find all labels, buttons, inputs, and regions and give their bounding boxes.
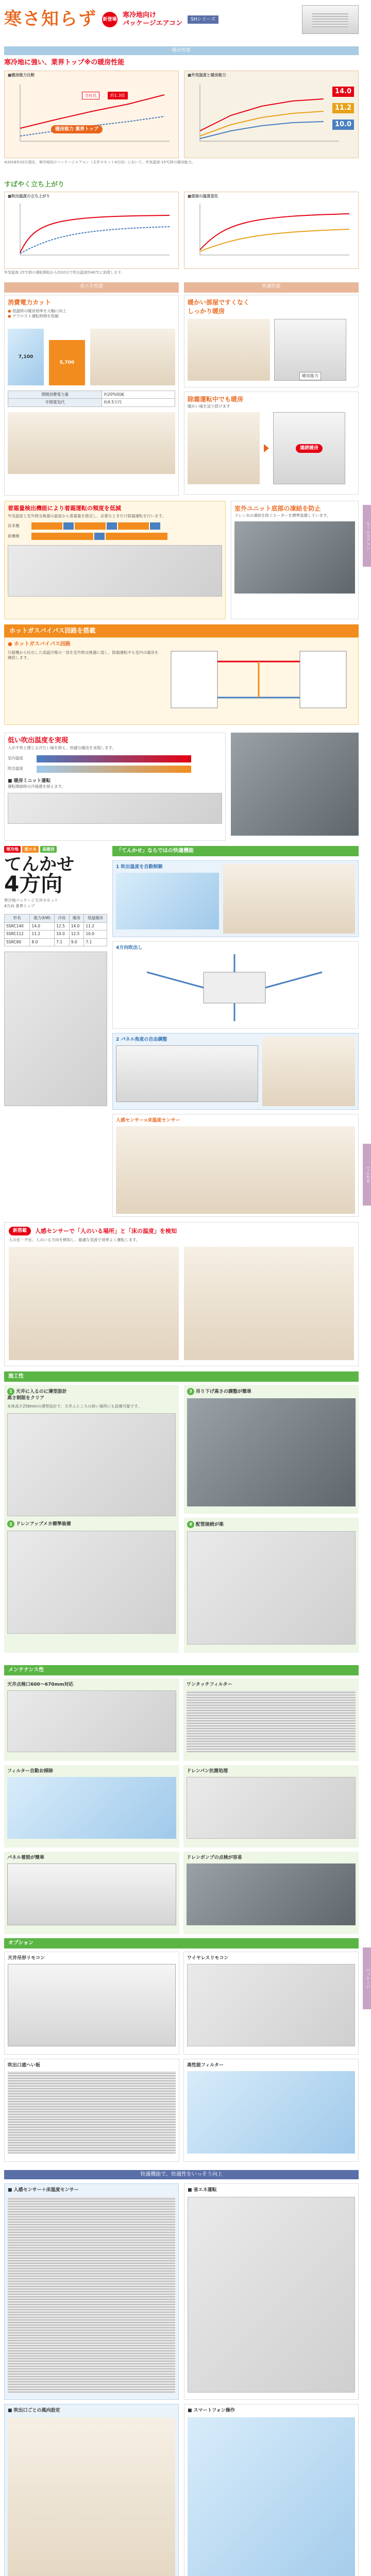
advanced-title: 快適機能で、快適性をいっそう向上 [4, 2170, 359, 2179]
reliability-title: 着霜量検出機能により着霜運転の頻度を低減 [8, 505, 121, 512]
feature-head-comfort: 快適性能 [184, 282, 359, 293]
new-badge: 新登場 [102, 12, 117, 27]
save-row1-label: 期間消費電力量 [8, 391, 102, 399]
reliability-label-old: 従来機 [8, 523, 20, 528]
sensor-callout: 新搭載 [9, 1227, 31, 1235]
tenkase-feature-2 [112, 941, 359, 1029]
advanced-image-2 [8, 2417, 175, 2576]
maint-card-1 [4, 1679, 179, 1761]
heat-chart-left-title: ■暖房能力比較 [8, 72, 35, 77]
tenkase-f1-graphic [116, 873, 219, 929]
tenkase-title-2: 4方向 [4, 871, 63, 897]
maint-card-6 [183, 1852, 359, 1934]
advanced-item-4: ■ スマートフォン操作 [188, 2408, 235, 2413]
low-temp-bars [8, 755, 222, 773]
install-photo-4 [187, 1398, 356, 1506]
spec-cell: SSRC80 [5, 938, 30, 946]
save-bars [8, 324, 175, 385]
save-value-old: 7,100 [18, 354, 33, 360]
advanced-right [184, 2183, 359, 2576]
tenkase-tag-2: 省エネ [22, 846, 39, 853]
spec-cell: 9.0 [69, 938, 84, 946]
save-value-new: 5,700 [59, 360, 75, 365]
heat-chart-left [4, 71, 179, 158]
low-temp-panel [4, 733, 226, 841]
reliability-diagram [8, 545, 222, 597]
outdoor-title: 室外ユニット底部の凍結を防止 [234, 505, 321, 512]
low-temp-graph [8, 793, 222, 824]
spec-head-3: 暖房 [69, 914, 84, 923]
quick-chart-left-svg [5, 201, 179, 263]
maint-card-4 [183, 1765, 359, 1848]
warm-panel [184, 295, 359, 387]
spec-cell: 10.0 [55, 930, 70, 939]
sensor-room-2 [184, 1247, 354, 1360]
install-diagram-1 [7, 1413, 176, 1516]
save-warm-row [4, 295, 359, 496]
option-card-1 [4, 1952, 179, 2055]
heat-chart-left-svg [5, 79, 179, 151]
tenkase-f1-room [223, 864, 355, 934]
low-temp-note-title: ■ 暖房ミニット運転 [8, 778, 51, 784]
warm-sub: しっかり暖房 [188, 307, 225, 315]
warm-card-label: 暖房能力 [299, 372, 321, 380]
defrost-tag: 連続暖房 [296, 444, 323, 453]
maint-image-2 [187, 1690, 356, 1752]
spec-cell: 11.2 [84, 922, 107, 930]
tenkase-diagram [4, 952, 107, 1106]
defrost-unit [273, 412, 345, 484]
heat-title: 寒冷地に強い、業界トップ※の暖房性能 [4, 58, 125, 66]
heat-value-1: 14.0 [332, 87, 354, 97]
quick-chart-right-svg [184, 201, 359, 263]
heat-note: ※2016年10月現在、寒冷地向けパッケージエアコン（天井カセット4方向）において。外気温度-15℃時の暖房能力。 [4, 160, 195, 164]
tenkase-f3-title: 2 パネル角度の自由調整 [116, 1037, 167, 1042]
save-row2-value: 約4.5万円 [102, 399, 175, 407]
reliability-label-new: 新機種 [8, 533, 20, 538]
defrost-panel [184, 392, 359, 495]
advanced-card-4 [184, 2404, 359, 2576]
sensor-section [4, 1222, 359, 1366]
maint-card-3 [4, 1765, 179, 1848]
table-row [5, 922, 107, 930]
feature-heads [4, 282, 359, 293]
spec-cell: 14.0 [69, 922, 84, 930]
heat-chart-right [184, 71, 359, 158]
heat-callout: 暖房能力 業界トップ [51, 125, 103, 134]
spec-head-0: 形名 [5, 914, 30, 923]
maint-image-3 [7, 1777, 176, 1839]
series-label: SHシリーズ [188, 15, 218, 24]
tenkase-f4-title: 人感センサー×床温度センサー [116, 1118, 180, 1123]
option-title-4: 高性能フィルター [187, 2063, 224, 2068]
num-icon: 1 [7, 1388, 14, 1395]
maint-image-5 [7, 1863, 176, 1925]
option-image-4 [187, 2071, 355, 2154]
quick-chart-left [4, 192, 179, 269]
option-card-3 [4, 2059, 179, 2162]
table-header-row [5, 914, 107, 923]
table-row [8, 391, 175, 399]
tenkase-tag-1: 寒冷地 [4, 846, 21, 853]
install-card-4 [184, 1385, 359, 1514]
maint-card-2 [183, 1679, 359, 1761]
hot-gas-band: ホットガスバイパス回路を搭載 [4, 624, 359, 637]
advanced-card-2 [4, 2404, 179, 2576]
quick-note: 外気温度-15℃時の運転開始から約10分で吹出温度約40℃に到達します。 [4, 270, 125, 275]
option-image-1 [8, 1964, 176, 2046]
save-row1-value: 約20%削減 [102, 391, 175, 399]
brand-logo: 寒さ知らず [4, 9, 97, 30]
hot-gas-sub: ● ホットガスバイパス回路 [8, 641, 71, 647]
hot-gas-desc: 圧縮機から吐出した高温冷媒の一部を室外熱交換器に流し、除霜運転中も室内の暖房を継続します。 [8, 650, 159, 660]
advanced-image-3 [188, 2197, 355, 2393]
advanced-left [4, 2183, 179, 2576]
advanced-card-3 [184, 2183, 359, 2400]
options-head: オプション [4, 1938, 359, 1948]
hot-gas-section [4, 624, 359, 727]
num-icon: 2 [7, 1520, 14, 1528]
save-illustration [90, 329, 175, 385]
table-row [8, 399, 175, 407]
low-temp-photo [231, 733, 359, 836]
spec-head-2: 冷房 [55, 914, 70, 923]
install-title-5: 配管接続が楽 [195, 1522, 224, 1528]
feature-head-save: 省エネ性能 [4, 282, 179, 293]
quick-chart-left-title: ■吹出温度の立ち上がり [8, 194, 50, 199]
defrost-arrow-icon [264, 444, 269, 452]
sensor-panel [4, 1222, 359, 1366]
heat-chart-right-title: ■外気温度と暖房能力 [188, 72, 226, 77]
option-image-2 [187, 1964, 355, 2046]
tenkase-feature-1 [112, 860, 359, 937]
warm-title: 暖かい部屋ですくなく [188, 299, 250, 306]
advanced-image-1 [8, 2197, 175, 2393]
product-image-unit [302, 5, 359, 34]
option-title-3: 吹出口遮へい板 [8, 2063, 41, 2068]
tenkase-tag-3: 高暖房 [40, 846, 57, 853]
maint-image-4 [187, 1777, 356, 1839]
num-icon: 3 [187, 1388, 194, 1395]
spec-cell: 11.2 [30, 930, 55, 939]
low-temp-label-2: 吹出温度 [8, 766, 23, 771]
defrost-sub: 暖かい風を送り続けます [188, 403, 230, 409]
option-card-4 [183, 2059, 359, 2162]
spec-cell: 14.0 [30, 922, 55, 930]
install-card-5 [184, 1518, 359, 1653]
low-temp-desc: 人が不快と感じる冷たい風を抑え、快適な暖房を実現します。 [8, 745, 116, 751]
save-bullet-1: 低温時の暖房効率を大幅に向上 [12, 308, 66, 313]
maint-image-6 [187, 1863, 356, 1925]
save-panel: 消費電力カット ● 低温時の暖房効率を大幅に向上 ● デフロスト運転時間を短縮 7,100 5,700 期間消費電力量 約20%削減 年間電気代 約4.5万円 [4, 295, 179, 496]
spec-cell: 7.1 [84, 938, 107, 946]
tenkase-f3-image [116, 1045, 258, 1102]
side-tab-room[interactable]: ルームエアコン [363, 505, 371, 567]
tenkase-4way-svg [116, 952, 353, 1024]
outdoor-panel [231, 501, 359, 619]
spec-cell: 12.5 [69, 930, 84, 939]
warm-room-illustration [188, 319, 270, 381]
maint-title-3: フィルター自動お掃除 [7, 1769, 53, 1774]
spec-cell: 12.5 [55, 922, 70, 930]
spec-cell: SSRC140 [5, 922, 30, 930]
side-tab-tenkase[interactable]: てんかせ [363, 1144, 371, 1206]
table-row [5, 930, 107, 939]
heat-section [4, 46, 359, 175]
quick-chart-right [184, 192, 359, 269]
maint-head: メンテナンス性 [4, 1665, 359, 1675]
tenkase-tags [4, 846, 107, 853]
maint-card-5 [4, 1852, 179, 1934]
quick-chart-right-title: ■部屋の温度変化 [188, 194, 218, 199]
advanced-card-1 [4, 2183, 179, 2400]
heat-value-3: 10.0 [332, 120, 354, 130]
heat-tag2: 約1.3倍 [108, 92, 128, 99]
advanced-image-4 [188, 2417, 355, 2576]
option-image-3 [8, 2071, 176, 2154]
num-icon: 4 [187, 1521, 194, 1528]
sensor-desc: 人の在・不在、人のいる方向を検知し、最適な気流で効率よく運転します。 [9, 1237, 140, 1242]
tenkase-desc-2: 4方向 業界トップ [4, 903, 35, 908]
tenkase-f2-title: 4方向吹出し [116, 945, 143, 951]
save-title: 消費電力カット [8, 299, 51, 306]
sensor-title: 人感センサーで「人のいる場所」と「床の温度」を検知 [35, 1227, 177, 1234]
reliability-bars [8, 522, 222, 540]
save-table [8, 391, 175, 407]
hot-gas-diagram [166, 641, 355, 721]
install-photo-5 [187, 1531, 356, 1645]
heat-head: 暖房性能 [4, 46, 359, 55]
tenkase-spec-table [4, 914, 107, 946]
tenkase-f1-title: 1 吹出温度を自動制御 [116, 865, 163, 870]
brand-header [4, 5, 359, 41]
warm-unit-image [274, 319, 346, 381]
outdoor-unit-photo [234, 521, 355, 594]
tenkase-f4-image [116, 1126, 355, 1214]
heat-right-values [332, 87, 354, 130]
spec-cell: SSRC112 [5, 930, 30, 939]
tenkase-title-1: てんかせ [4, 854, 74, 875]
spec-cell: 8.0 [30, 938, 55, 946]
reliability-desc: 外気温度と室外熱交換器の温度から着霜量を推定し、必要なときだけ除霜運転を行います。 [8, 514, 166, 519]
reliability-row [4, 501, 359, 619]
maint-image-1 [7, 1690, 176, 1752]
option-title-1: 天井吊形リモコン [8, 1956, 45, 1961]
low-temp-title: 低い吹出温度を実現 [8, 737, 69, 744]
save-bullet-2: デフロスト運転時間を短縮 [12, 314, 59, 319]
spec-cell: 10.0 [84, 930, 107, 939]
maint-section [4, 1665, 359, 1933]
table-row [5, 938, 107, 946]
advanced-item-1: ■ 人感センサー＋床温度センサー [8, 2188, 79, 2193]
defrost-title: 除霜運転中でも暖房 [188, 396, 244, 403]
install-section [4, 1371, 359, 1660]
tenkase-f3-room [262, 1037, 355, 1106]
low-temp-note: 運転開始時の冷風感を抑えます。 [8, 784, 65, 789]
tenkase-section [4, 846, 359, 1217]
advanced-item-2: ■ 吹出口ごとの風向設定 [8, 2408, 60, 2413]
quick-section [4, 180, 359, 278]
outdoor-desc: ドレン水の凍結を防ぐヒーターを標準装備しています。 [234, 513, 331, 518]
install-left [4, 1385, 179, 1653]
tenkase-left [4, 846, 107, 1217]
brand-subtitle-1: 寒冷地向け [123, 11, 157, 20]
install-title-4: 吊り下げ高さの調整が簡単 [195, 1389, 251, 1395]
tenkase-right [112, 846, 359, 1217]
spec-cell: 7.1 [55, 938, 70, 946]
maint-title-2: ワンタッチフィルター [187, 1682, 232, 1687]
heat-value-2: 11.2 [332, 103, 354, 113]
save-row2-label: 年間電気代 [8, 399, 102, 407]
advanced-section [4, 2170, 359, 2576]
advanced-item-3: ■ 省エネ運転 [188, 2188, 217, 2193]
tenkase-desc-1: 寒冷地パッケージ天井カセット [4, 898, 58, 903]
install-diagram-2 [7, 1531, 176, 1634]
install-title-2: 高さ制限をクリア [7, 1396, 45, 1401]
tenkase-feature-3 [112, 1033, 359, 1110]
maint-title-5: パネル着脱が簡単 [7, 1855, 45, 1860]
brand-subtitle-2: パッケージエアコン [123, 20, 183, 27]
maint-title-4: ドレンパン抗菌処理 [187, 1769, 228, 1774]
maint-title-1: 天井点検口600～670mm対応 [7, 1682, 74, 1687]
quick-title: すばやく立ち上がり [4, 181, 65, 189]
sensor-room-1 [9, 1247, 179, 1360]
tenkase-headline: 「てんかせ」ならではの快適機能 [112, 846, 359, 856]
tenkase-feature-4 [112, 1114, 359, 1217]
save-bar-old [8, 329, 44, 385]
heat-tag1: 当社比 [82, 92, 99, 99]
side-tab-package[interactable]: パッケージ [363, 1947, 371, 2009]
option-title-2: ワイヤレスリモコン [187, 1956, 229, 1961]
install-right [184, 1385, 359, 1653]
low-temp-row [4, 733, 359, 841]
save-bar-new [49, 340, 85, 385]
option-card-2 [183, 1952, 359, 2055]
install-title-1: 天井に入るのに薄型設計 [15, 1389, 67, 1395]
options-section [4, 1938, 359, 2165]
warm-column [184, 295, 359, 496]
low-temp-label-1: 室内温度 [8, 756, 23, 761]
install-head: 施工性 [4, 1371, 359, 1382]
defrost-room [188, 412, 260, 484]
maint-title-6: ドレンポンプの点検が容易 [187, 1855, 242, 1860]
reliability-panel [4, 501, 226, 619]
install-title-3: ドレンアップメカ標準装備 [15, 1521, 71, 1527]
spec-head-4: 低温暖房 [84, 914, 107, 923]
spec-head-1: 能力(kW) [30, 914, 55, 923]
install-desc: 本体高さ256mmの薄型設計で、天井ふところの狭い場所にも設置可能です。 [7, 1403, 142, 1409]
save-photo [8, 412, 175, 474]
